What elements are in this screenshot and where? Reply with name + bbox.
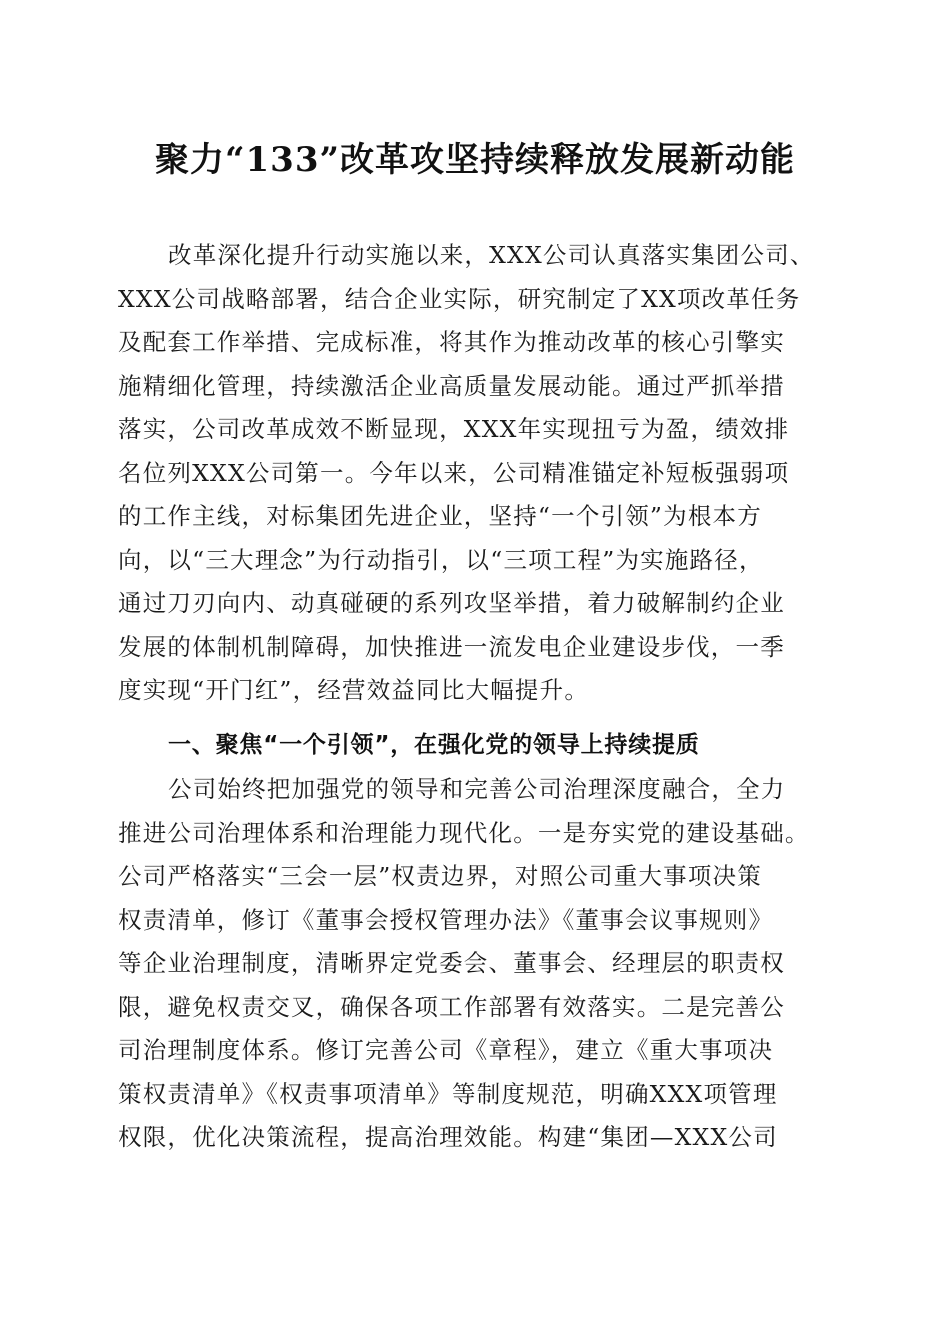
paragraph-line: 公司严格落实“三会一层”权责边界，对照公司重大事项决策	[118, 862, 762, 890]
paragraph-line: 改革深化提升行动实施以来，XXX公司认真落实集团公司、	[168, 241, 815, 269]
intro-paragraph	[118, 234, 834, 713]
paragraph-line: 策权责清单》《权责事项清单》等制度规范，明确XXX项管理	[118, 1079, 778, 1108]
paragraph-line: 名位列XXX公司第一。今年以来，公司精准锚定补短板强弱项	[118, 458, 790, 487]
section-paragraph	[118, 768, 834, 1160]
paragraph-line: 等企业治理制度，清晰界定党委会、董事会、经理层的职责权	[118, 949, 785, 977]
document-title: 聚力“133”改革攻坚持续释放发展新动能	[154, 140, 796, 180]
paragraph-line: 落实，公司改革成效不断显现，XXX年实现扭亏为盈，绩效排	[118, 415, 790, 443]
paragraph-line: XXX公司战略部署，结合企业实际，研究制定了XX项改革任务	[118, 284, 801, 313]
paragraph-line: 司治理制度体系。修订完善公司《章程》，建立《重大事项决	[118, 1036, 774, 1064]
paragraph-line: 及配套工作举措、完成标准，将其作为推动改革的核心引擎实	[118, 328, 785, 356]
paragraph-line: 度实现“开门红”，经营效益同比大幅提升。	[118, 676, 590, 704]
paragraph-line: 发展的体制机制障碍，加快推进一流发电企业建设步伐，一季	[118, 632, 785, 661]
paragraph-line: 权责清单，修订《董事会授权管理办法》《董事会议事规则》	[118, 905, 774, 934]
paragraph-line: 通过刀刃向内、动真碰硬的系列攻坚举措，着力破解制约企业	[118, 589, 785, 617]
paragraph-line: 推进公司治理体系和治理能力现代化。一是夯实党的建设基础。	[118, 818, 810, 847]
paragraph-line: 施精细化管理，持续激活企业高质量发展动能。通过严抓举措	[118, 371, 785, 400]
section-heading: 一、聚焦“一个引领”，在强化党的领导上持续提质	[168, 732, 700, 758]
paragraph-line: 的工作主线，对标集团先进企业，坚持“一个引领”为根本方	[118, 502, 762, 530]
paragraph-line: 公司始终把加强党的领导和完善公司治理深度融合，全力	[168, 775, 786, 803]
paragraph-line: 权限，优化决策流程，提高治理效能。构建“集团—XXX公司	[118, 1123, 778, 1151]
paragraph-line: 限，避免权责交叉，确保各项工作部署有效落实。二是完善公	[118, 992, 785, 1021]
paragraph-line: 向，以“三大理念”为行动指引，以“三项工程”为实施路径，	[118, 545, 764, 574]
